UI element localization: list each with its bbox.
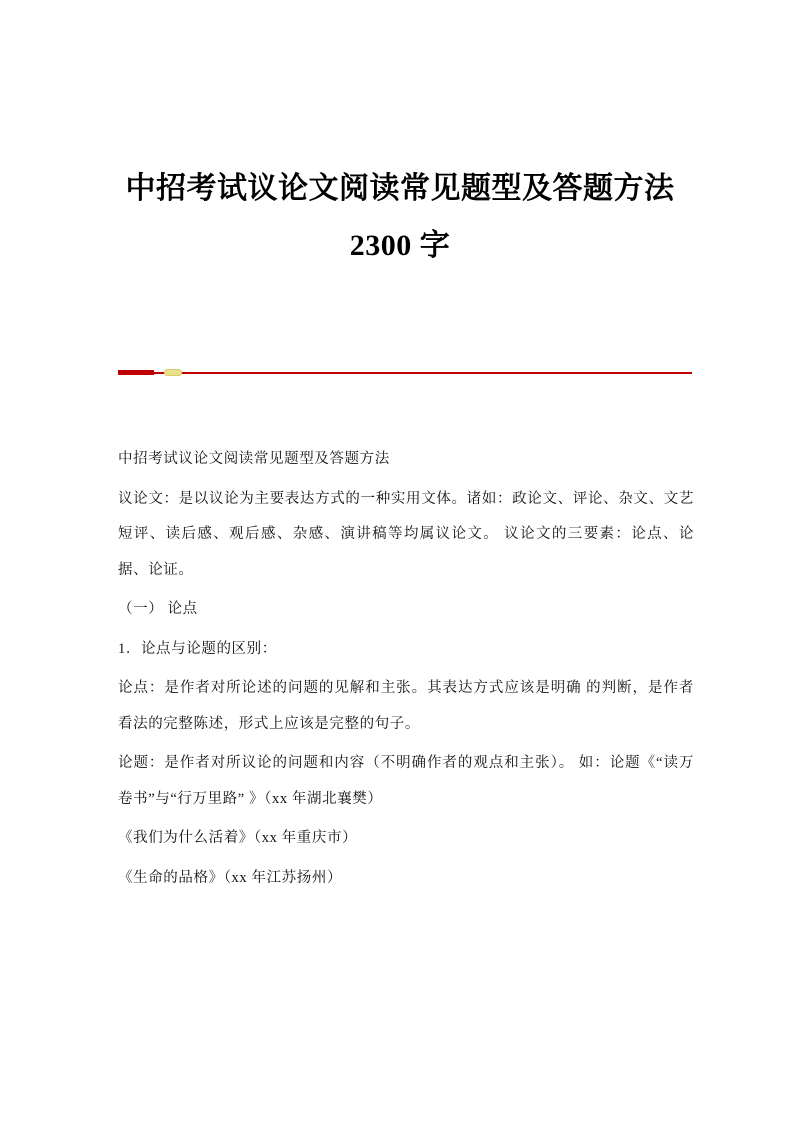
page-title: 中招考试议论文阅读常见题型及答题方法 2300 字	[125, 172, 675, 262]
divider-dash	[118, 370, 154, 375]
divider-line	[118, 372, 692, 374]
paragraph: 议论文：是以议论为主要表达方式的一种实用文体。诸如：政论文、评论、杂文、文艺短评、读后感、观后感、杂感、演讲稿等均属议论文。 议论文的三要素：论点、论据、论证。	[118, 490, 694, 578]
paragraph: 论点：是作者对所论述的问题的见解和主张。其表达方式应该是明确 的判断，是作者看法的完整陈述，形式上应该是完整的句子。	[118, 680, 694, 732]
paragraph: （一） 论点	[118, 601, 198, 618]
paragraph: 《我们为什么活着》（xx 年重庆市）	[118, 830, 358, 847]
title-block	[88, 0, 712, 274]
paragraph: 《生命的品格》（xx 年江苏扬州）	[118, 869, 343, 886]
divider-marker-icon	[164, 369, 182, 376]
document-body	[88, 442, 712, 896]
section-divider	[88, 366, 712, 380]
paragraph: 论题：是作者对所议论的问题和内容（不明确作者的观点和主张）。 如：论题《“读万卷书”与“行万里路” 》（xx 年湖北襄樊）	[118, 755, 694, 807]
paragraph: 1．论点与论题的区别：	[118, 640, 277, 657]
paragraph: 中招考试议论文阅读常见题型及答题方法	[118, 451, 390, 467]
